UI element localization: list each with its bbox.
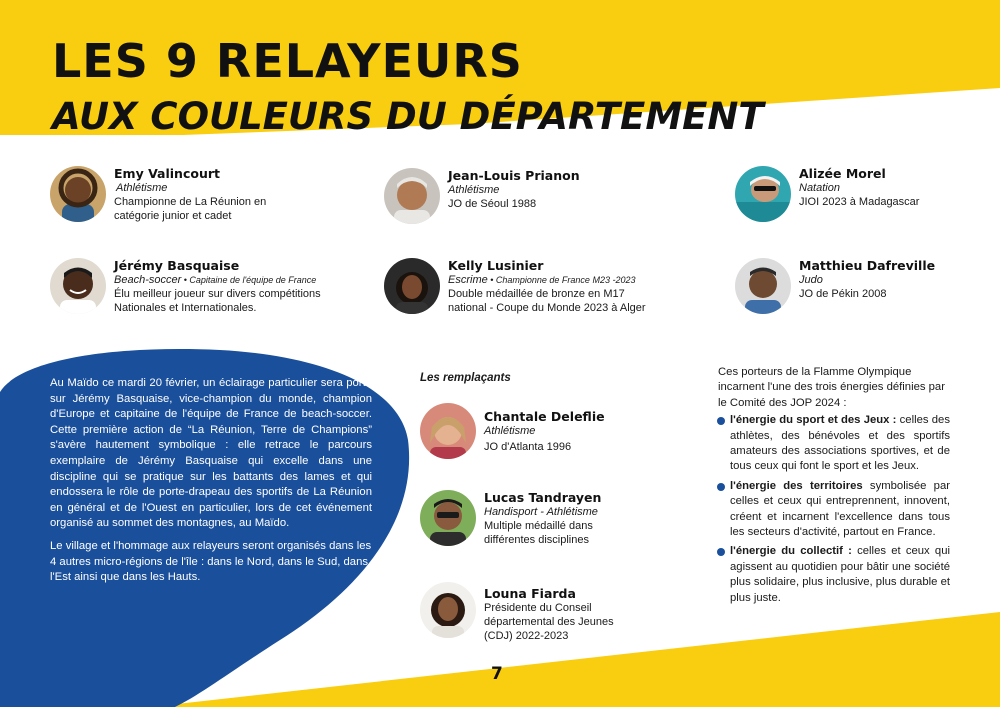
page-title: LES 9 RELAYEURS bbox=[52, 34, 523, 88]
athlete-description: Championne de La Réunion en catégorie junior et cadet bbox=[114, 196, 267, 222]
athlete-photo bbox=[735, 258, 791, 314]
athlete-sport: Athlétisme bbox=[116, 182, 168, 194]
athlete-sport-name: Beach-soccer bbox=[114, 274, 182, 286]
substitute-description: JO d'Atlanta 1996 bbox=[484, 441, 572, 453]
bullet-icon bbox=[717, 483, 725, 491]
energy-item bbox=[718, 544, 950, 606]
relayeur-card bbox=[50, 258, 339, 315]
athlete-name: Jérémy Basquaise bbox=[114, 258, 240, 273]
athlete-name: Kelly Lusinier bbox=[448, 258, 544, 273]
substitute-name: Lucas Tandrayen bbox=[484, 490, 602, 505]
athlete-name: Emy Valincourt bbox=[114, 166, 220, 181]
substitute-photo bbox=[420, 403, 476, 459]
athlete-sport: Athlétisme bbox=[448, 184, 500, 196]
athlete-sport: Natation bbox=[799, 182, 840, 194]
substitute-description: Présidente du Conseil départemental des Jeunes (CDJ) 2022-2023 bbox=[484, 602, 614, 642]
substitutes-heading: Les remplaçants bbox=[420, 372, 511, 384]
energy-item bbox=[718, 479, 950, 541]
bullet-icon bbox=[717, 417, 725, 425]
athlete-name: Matthieu Dafreville bbox=[799, 258, 936, 273]
substitute-photo bbox=[420, 490, 476, 546]
athlete-photo bbox=[50, 258, 106, 314]
athlete-description: Élu meilleur joueur sur divers compétitions Nationales et Internationales. bbox=[114, 288, 321, 314]
athlete-photo bbox=[735, 166, 791, 222]
page-subtitle: AUX COULEURS DU DÉPARTEMENT bbox=[52, 95, 764, 138]
relayeur-card bbox=[384, 258, 653, 315]
substitute-name: Louna Fiarda bbox=[484, 586, 576, 601]
athlete-name: Jean-Louis Prianon bbox=[448, 168, 580, 183]
bullet-icon bbox=[717, 548, 725, 556]
athlete-name: Alizée Morel bbox=[799, 166, 886, 181]
article-text bbox=[50, 376, 372, 593]
substitute-description: Multiple médaillé dans différentes disciplines bbox=[484, 520, 593, 546]
energies-list bbox=[718, 413, 950, 606]
substitute-photo bbox=[420, 582, 476, 638]
athlete-sport bbox=[448, 273, 653, 287]
substitute-sport: Handisport - Athlétisme bbox=[484, 506, 598, 518]
energy-text: celles des athlètes, des bénévoles et des sportifs amateurs des associations sportives, et de tous ceux qui font le sport et les Jeux. bbox=[730, 414, 950, 473]
article-paragraph: Le village et l'hommage aux relayeurs seront organisés dans les 4 autres micro-régions de l'île : dans le Nord, dans le Sud, dans l'Est ainsi que dans les Hauts. bbox=[50, 539, 372, 584]
energies-intro: Ces porteurs de la Flamme Olympique incarnent l'une des trois énergies définies par le Comité des JOP 2024 : bbox=[718, 366, 945, 409]
energy-title: l'énergie du sport et des Jeux : bbox=[730, 414, 897, 427]
athlete-description: Double médaillée de bronze en M17 national - Coupe du Monde 2023 à Alger bbox=[448, 288, 646, 314]
page-number: 7 bbox=[491, 664, 503, 684]
athlete-photo bbox=[384, 258, 440, 314]
substitute-card bbox=[420, 582, 644, 643]
energy-title: l'énergie du collectif : bbox=[730, 545, 852, 558]
energy-text: symbolisée par celles et ceux qui entreprennent, innovent, créent et incarnent l'excellence dans tous les secteurs d'activité, partout en France. bbox=[730, 479, 950, 539]
athlete-photo bbox=[50, 166, 106, 222]
relayeur-card bbox=[735, 166, 919, 222]
relayeur-card bbox=[735, 258, 935, 314]
athlete-sport: Judo bbox=[799, 274, 823, 286]
athlete-photo bbox=[384, 168, 440, 224]
athlete-description: JIOI 2023 à Madagascar bbox=[799, 196, 920, 208]
athlete-sport bbox=[114, 273, 339, 287]
athlete-sport-extra: • Capitaine de l'équipe de France bbox=[181, 275, 317, 285]
substitute-card bbox=[420, 403, 605, 459]
energy-item bbox=[718, 413, 950, 475]
athlete-description: JO de Séoul 1988 bbox=[448, 198, 537, 210]
energy-title: l'énergie des territoires bbox=[730, 479, 863, 492]
energy-text: celles et ceux qui agissent au quotidien pour bâtir une société plus solidaire, plus inclusive, plus durable et plus juste. bbox=[730, 545, 950, 604]
athlete-description: JO de Pékin 2008 bbox=[799, 288, 887, 300]
substitute-card bbox=[420, 490, 634, 547]
relayeur-card bbox=[50, 166, 274, 223]
athlete-sport-name: Escrime bbox=[448, 274, 488, 286]
athlete-sport-extra: • Championne de France M23 -2023 bbox=[487, 275, 636, 285]
relayeur-card bbox=[384, 168, 580, 224]
substitute-name: Chantale Deleflie bbox=[484, 409, 605, 424]
substitute-sport: Athlétisme bbox=[484, 425, 536, 437]
article-paragraph: Au Maïdo ce mardi 20 février, un éclairage particulier sera porté sur Jérémy Basquaise, vice-champion du monde, champion d'Europe et capitaine de l'équipe de France de beach-soccer. Cette première action de “La Réunion, Terre de Champions” s'avère hautement symbolique : elle retrace le parcours exemplaire de Jérémy Basquaise qui excelle dans une discipline qui se pratique sur les battants des lames et qui endossera le rôle de porte-drapeau des sportifs de La Réunion en général et de l'Ouest en particulier, lors de cet événement organisé au sommet des montagnes, au Maïdo. bbox=[50, 377, 372, 530]
energies-section bbox=[718, 365, 950, 610]
